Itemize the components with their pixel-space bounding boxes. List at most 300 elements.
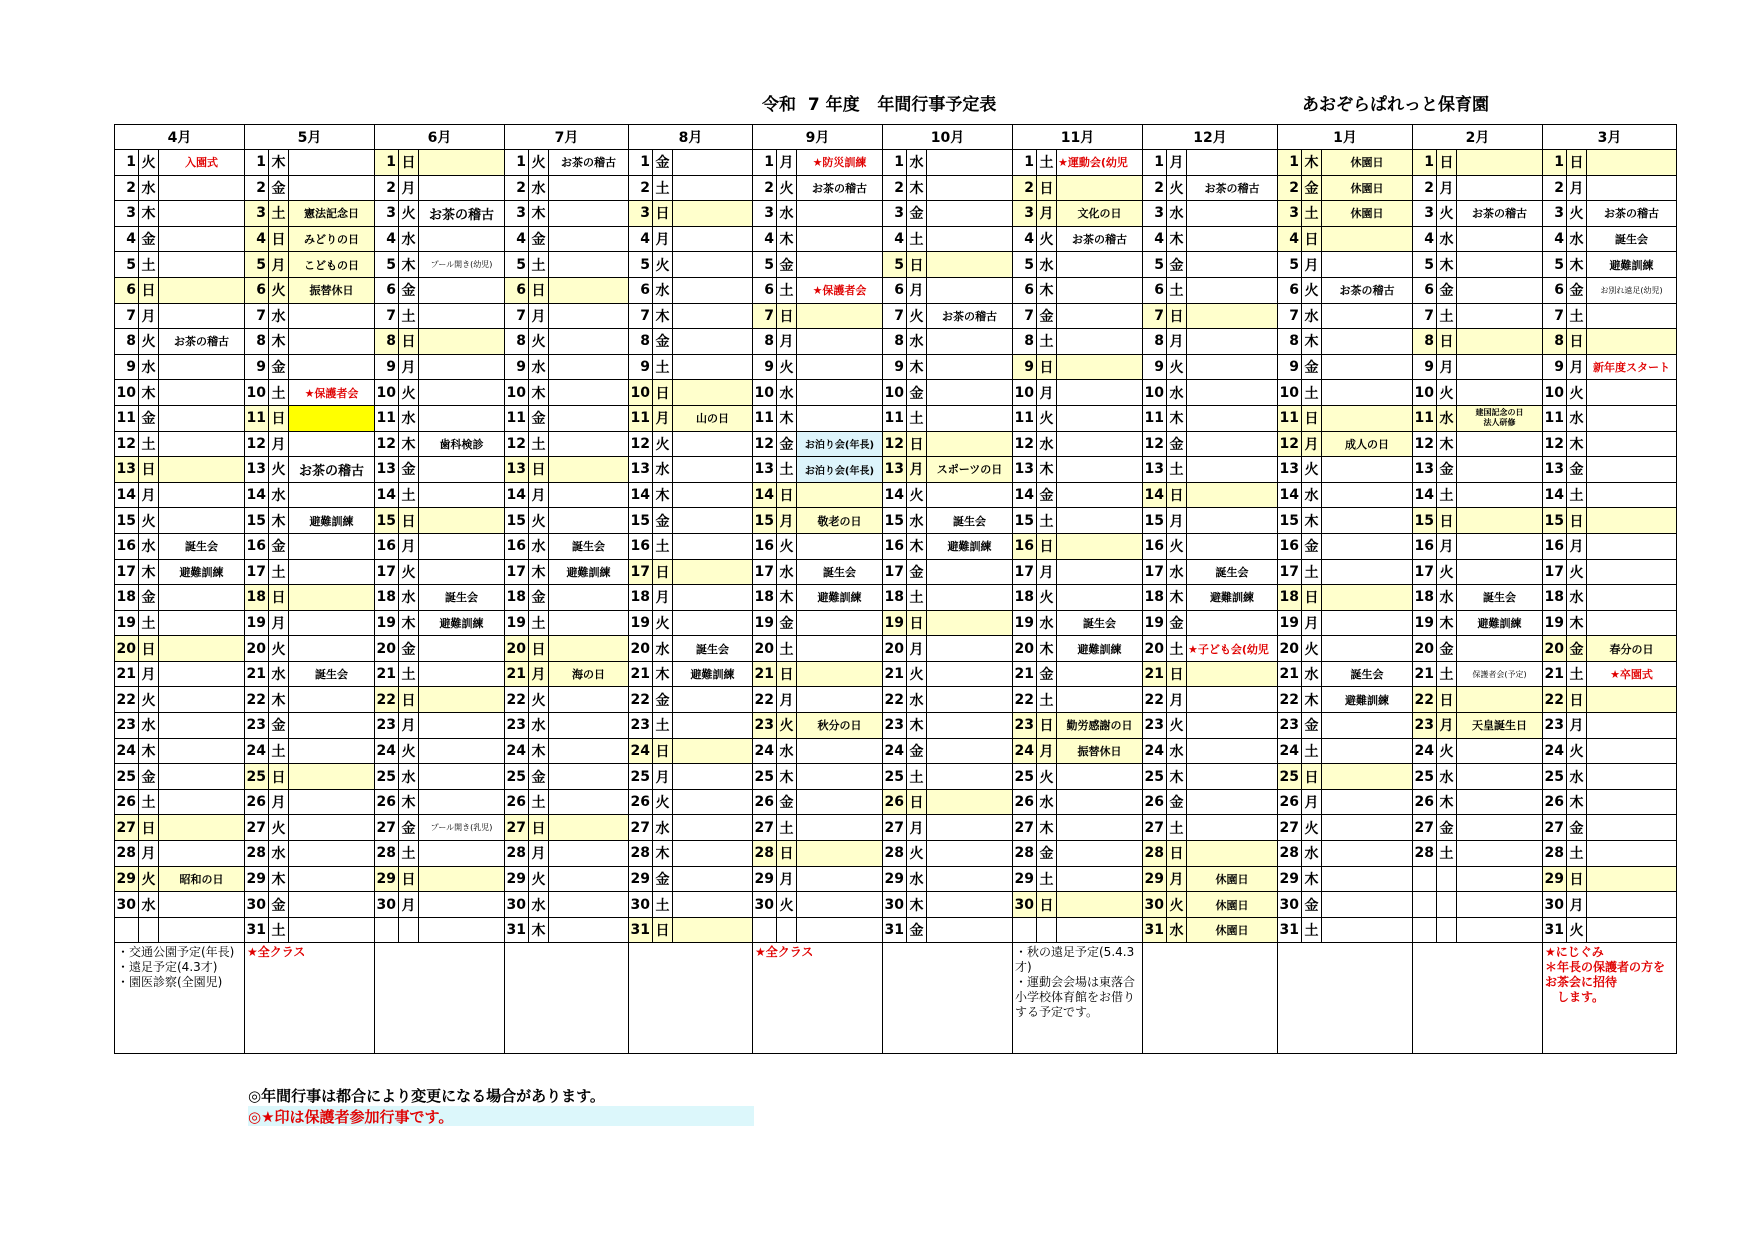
month-header: 9月 bbox=[753, 125, 883, 150]
day-event bbox=[1587, 175, 1677, 201]
day-event bbox=[1587, 687, 1677, 713]
day-number: 10 bbox=[245, 380, 269, 406]
day-number: 6 bbox=[1413, 277, 1437, 303]
day-event bbox=[927, 252, 1013, 278]
weekday: 金 bbox=[1437, 815, 1457, 841]
weekday: 土 bbox=[1437, 661, 1457, 687]
day-event bbox=[673, 687, 753, 713]
weekday: 火 bbox=[1037, 405, 1057, 431]
day-event bbox=[549, 636, 629, 662]
day-number: 18 bbox=[115, 585, 139, 611]
day-number: 3 bbox=[1278, 201, 1302, 227]
weekday: 金 bbox=[529, 405, 549, 431]
day-event bbox=[419, 482, 505, 508]
weekday: 水 bbox=[529, 713, 549, 739]
day-event bbox=[1187, 252, 1278, 278]
day-event: 避難訓練 bbox=[289, 508, 375, 534]
day-event bbox=[797, 738, 883, 764]
day-number bbox=[1013, 917, 1037, 943]
weekday: 土 bbox=[1302, 559, 1322, 585]
weekday: 火 bbox=[139, 866, 159, 892]
day-event bbox=[549, 687, 629, 713]
day-event bbox=[1187, 457, 1278, 483]
day-number: 21 bbox=[505, 661, 529, 687]
day-event bbox=[289, 354, 375, 380]
weekday: 木 bbox=[1567, 252, 1587, 278]
day-event bbox=[1057, 508, 1143, 534]
day-number: 20 bbox=[1278, 636, 1302, 662]
day-event bbox=[1457, 533, 1543, 559]
day-event bbox=[673, 277, 753, 303]
day-number: 10 bbox=[505, 380, 529, 406]
day-number: 27 bbox=[1543, 815, 1567, 841]
weekday: 火 bbox=[1567, 380, 1587, 406]
weekday: 火 bbox=[399, 201, 419, 227]
weekday: 金 bbox=[1302, 713, 1322, 739]
day-number: 9 bbox=[883, 354, 907, 380]
day-event bbox=[289, 175, 375, 201]
day-number: 2 bbox=[375, 175, 399, 201]
day-event: 誕生会 bbox=[1187, 559, 1278, 585]
day-number: 16 bbox=[883, 533, 907, 559]
month-note bbox=[1413, 943, 1543, 1054]
weekday: 木 bbox=[1302, 329, 1322, 355]
weekday: 月 bbox=[653, 585, 673, 611]
day-number: 22 bbox=[505, 687, 529, 713]
weekday: 月 bbox=[399, 713, 419, 739]
day-number: 30 bbox=[375, 892, 399, 918]
day-number: 15 bbox=[375, 508, 399, 534]
day-number: 18 bbox=[1013, 585, 1037, 611]
weekday: 月 bbox=[653, 764, 673, 790]
day-event: お別れ遠足(幼児) bbox=[1587, 277, 1677, 303]
weekday: 日 bbox=[1567, 508, 1587, 534]
day-event: ★卒園式 bbox=[1587, 661, 1677, 687]
weekday: 木 bbox=[1437, 789, 1457, 815]
day-event bbox=[797, 764, 883, 790]
day-number: 17 bbox=[115, 559, 139, 585]
day-event bbox=[1057, 431, 1143, 457]
day-number: 14 bbox=[375, 482, 399, 508]
day-number: 26 bbox=[505, 789, 529, 815]
day-event bbox=[1457, 789, 1543, 815]
weekday: 金 bbox=[1167, 610, 1187, 636]
month-header: 12月 bbox=[1143, 125, 1278, 150]
day-event bbox=[159, 585, 245, 611]
weekday: 金 bbox=[269, 713, 289, 739]
day-number: 28 bbox=[629, 841, 653, 867]
day-event: 勤労感謝の日 bbox=[1057, 713, 1143, 739]
day-event bbox=[927, 764, 1013, 790]
day-event: 天皇誕生日 bbox=[1457, 713, 1543, 739]
day-number: 12 bbox=[375, 431, 399, 457]
weekday: 月 bbox=[777, 687, 797, 713]
day-number: 31 bbox=[1143, 917, 1167, 943]
day-event bbox=[797, 252, 883, 278]
day-number: 6 bbox=[883, 277, 907, 303]
day-event: ★保護者会 bbox=[289, 380, 375, 406]
weekday: 火 bbox=[777, 175, 797, 201]
weekday: 火 bbox=[1167, 713, 1187, 739]
day-event bbox=[927, 354, 1013, 380]
weekday bbox=[1437, 866, 1457, 892]
day-event bbox=[1457, 277, 1543, 303]
weekday: 金 bbox=[269, 354, 289, 380]
day-event bbox=[1057, 917, 1143, 943]
day-event: 誕生会 bbox=[1057, 610, 1143, 636]
weekday: 日 bbox=[1302, 585, 1322, 611]
day-number: 23 bbox=[115, 713, 139, 739]
weekday: 木 bbox=[529, 201, 549, 227]
day-number: 7 bbox=[1013, 303, 1037, 329]
day-number: 19 bbox=[1278, 610, 1302, 636]
weekday: 金 bbox=[653, 150, 673, 176]
weekday: 土 bbox=[139, 252, 159, 278]
weekday: 木 bbox=[399, 252, 419, 278]
day-number: 25 bbox=[1143, 764, 1167, 790]
weekday: 水 bbox=[399, 226, 419, 252]
day-number: 27 bbox=[1013, 815, 1037, 841]
day-event bbox=[159, 892, 245, 918]
day-event bbox=[1322, 610, 1413, 636]
day-number: 28 bbox=[1278, 841, 1302, 867]
weekday: 水 bbox=[269, 482, 289, 508]
weekday: 木 bbox=[653, 303, 673, 329]
day-event: お茶の稽古 bbox=[549, 150, 629, 176]
weekday: 火 bbox=[1167, 892, 1187, 918]
day-event bbox=[289, 815, 375, 841]
weekday: 木 bbox=[777, 585, 797, 611]
day-event bbox=[1187, 431, 1278, 457]
weekday: 水 bbox=[653, 277, 673, 303]
calendar-row bbox=[115, 150, 1677, 176]
weekday: 水 bbox=[139, 892, 159, 918]
day-number: 18 bbox=[883, 585, 907, 611]
day-number: 1 bbox=[629, 150, 653, 176]
day-event bbox=[1587, 917, 1677, 943]
day-event bbox=[1457, 175, 1543, 201]
day-event bbox=[1457, 252, 1543, 278]
day-number: 19 bbox=[245, 610, 269, 636]
weekday: 金 bbox=[1167, 789, 1187, 815]
day-number: 12 bbox=[1543, 431, 1567, 457]
day-event bbox=[927, 277, 1013, 303]
weekday: 金 bbox=[777, 789, 797, 815]
day-number: 25 bbox=[375, 764, 399, 790]
weekday: 土 bbox=[1037, 329, 1057, 355]
day-number: 3 bbox=[1543, 201, 1567, 227]
day-event bbox=[1587, 150, 1677, 176]
day-number: 8 bbox=[753, 329, 777, 355]
day-number: 1 bbox=[115, 150, 139, 176]
day-event bbox=[927, 482, 1013, 508]
day-event bbox=[419, 866, 505, 892]
day-event bbox=[927, 431, 1013, 457]
weekday: 金 bbox=[1302, 892, 1322, 918]
weekday: 火 bbox=[907, 482, 927, 508]
day-event bbox=[1057, 533, 1143, 559]
day-number: 9 bbox=[1013, 354, 1037, 380]
day-event bbox=[159, 661, 245, 687]
day-number: 29 bbox=[629, 866, 653, 892]
day-number: 21 bbox=[115, 661, 139, 687]
day-number: 18 bbox=[245, 585, 269, 611]
day-number: 31 bbox=[1543, 917, 1567, 943]
weekday: 木 bbox=[1037, 815, 1057, 841]
weekday: 金 bbox=[907, 380, 927, 406]
day-event bbox=[1322, 713, 1413, 739]
weekday: 金 bbox=[653, 687, 673, 713]
weekday: 月 bbox=[269, 431, 289, 457]
day-event bbox=[1187, 610, 1278, 636]
day-number: 29 bbox=[505, 866, 529, 892]
calendar-row bbox=[115, 252, 1677, 278]
day-event bbox=[289, 738, 375, 764]
weekday: 土 bbox=[1302, 738, 1322, 764]
day-number: 20 bbox=[629, 636, 653, 662]
day-event bbox=[1457, 303, 1543, 329]
day-number: 10 bbox=[1543, 380, 1567, 406]
day-number: 18 bbox=[629, 585, 653, 611]
weekday: 木 bbox=[399, 610, 419, 636]
weekday: 土 bbox=[1567, 841, 1587, 867]
weekday: 金 bbox=[269, 533, 289, 559]
day-number: 12 bbox=[753, 431, 777, 457]
weekday: 火 bbox=[269, 277, 289, 303]
weekday: 木 bbox=[1302, 866, 1322, 892]
day-number: 13 bbox=[753, 457, 777, 483]
day-event bbox=[1322, 329, 1413, 355]
day-number: 21 bbox=[375, 661, 399, 687]
day-event bbox=[673, 610, 753, 636]
weekday: 日 bbox=[907, 431, 927, 457]
weekday: 火 bbox=[907, 841, 927, 867]
day-event bbox=[797, 917, 883, 943]
day-number: 9 bbox=[505, 354, 529, 380]
day-number: 9 bbox=[1543, 354, 1567, 380]
day-event bbox=[159, 354, 245, 380]
weekday: 水 bbox=[1037, 789, 1057, 815]
weekday: 火 bbox=[529, 150, 549, 176]
calendar-row bbox=[115, 175, 1677, 201]
day-number: 27 bbox=[1278, 815, 1302, 841]
weekday: 水 bbox=[907, 687, 927, 713]
weekday: 土 bbox=[529, 789, 549, 815]
weekday: 月 bbox=[139, 661, 159, 687]
day-event: 成人の日 bbox=[1322, 431, 1413, 457]
day-number: 19 bbox=[1143, 610, 1167, 636]
day-event bbox=[797, 636, 883, 662]
weekday: 火 bbox=[907, 303, 927, 329]
weekday: 金 bbox=[139, 226, 159, 252]
day-event bbox=[1587, 892, 1677, 918]
weekday: 金 bbox=[907, 201, 927, 227]
day-event bbox=[673, 841, 753, 867]
day-number: 27 bbox=[505, 815, 529, 841]
day-number: 4 bbox=[1278, 226, 1302, 252]
weekday: 水 bbox=[1167, 380, 1187, 406]
day-event bbox=[927, 610, 1013, 636]
day-number: 10 bbox=[1013, 380, 1037, 406]
day-number: 16 bbox=[1278, 533, 1302, 559]
day-number: 30 bbox=[245, 892, 269, 918]
day-number: 6 bbox=[629, 277, 653, 303]
day-number: 16 bbox=[115, 533, 139, 559]
weekday: 土 bbox=[399, 661, 419, 687]
day-event bbox=[419, 687, 505, 713]
calendar-row bbox=[115, 508, 1677, 534]
day-number: 14 bbox=[1013, 482, 1037, 508]
day-event bbox=[797, 815, 883, 841]
day-number: 3 bbox=[115, 201, 139, 227]
weekday: 月 bbox=[653, 226, 673, 252]
weekday: 月 bbox=[1437, 175, 1457, 201]
day-number: 4 bbox=[375, 226, 399, 252]
day-event: 避難訓練 bbox=[797, 585, 883, 611]
weekday: 土 bbox=[1567, 482, 1587, 508]
weekday: 金 bbox=[1037, 303, 1057, 329]
weekday: 金 bbox=[139, 405, 159, 431]
weekday: 月 bbox=[1037, 201, 1057, 227]
day-event: 歯科検診 bbox=[419, 431, 505, 457]
day-number: 25 bbox=[1278, 764, 1302, 790]
day-event bbox=[289, 687, 375, 713]
day-event bbox=[927, 329, 1013, 355]
day-number: 1 bbox=[883, 150, 907, 176]
day-event bbox=[549, 201, 629, 227]
day-number: 7 bbox=[505, 303, 529, 329]
day-number: 27 bbox=[883, 815, 907, 841]
day-event bbox=[1187, 405, 1278, 431]
day-event: お茶の稽古 bbox=[797, 175, 883, 201]
day-number: 1 bbox=[1413, 150, 1437, 176]
weekday: 火 bbox=[1167, 175, 1187, 201]
day-event bbox=[1587, 457, 1677, 483]
day-event bbox=[289, 764, 375, 790]
weekday: 土 bbox=[907, 226, 927, 252]
day-number: 16 bbox=[505, 533, 529, 559]
day-event: 誕生会 bbox=[927, 508, 1013, 534]
day-event: 避難訓練 bbox=[159, 559, 245, 585]
weekday: 土 bbox=[1437, 482, 1457, 508]
day-event bbox=[1057, 815, 1143, 841]
weekday bbox=[1037, 917, 1057, 943]
day-number: 5 bbox=[375, 252, 399, 278]
weekday: 水 bbox=[777, 380, 797, 406]
day-event: 避難訓練 bbox=[1057, 636, 1143, 662]
day-event bbox=[419, 303, 505, 329]
day-event bbox=[1322, 636, 1413, 662]
day-event bbox=[1457, 892, 1543, 918]
day-number: 13 bbox=[1143, 457, 1167, 483]
day-number bbox=[1413, 917, 1437, 943]
day-event bbox=[1587, 713, 1677, 739]
day-number: 30 bbox=[753, 892, 777, 918]
weekday: 水 bbox=[139, 354, 159, 380]
month-note bbox=[1278, 943, 1413, 1054]
day-number: 23 bbox=[1278, 713, 1302, 739]
weekday: 木 bbox=[777, 405, 797, 431]
day-number: 26 bbox=[245, 789, 269, 815]
day-number: 19 bbox=[505, 610, 529, 636]
day-event: 休園日 bbox=[1187, 917, 1278, 943]
weekday: 金 bbox=[1037, 661, 1057, 687]
day-number: 20 bbox=[753, 636, 777, 662]
weekday: 土 bbox=[1437, 841, 1457, 867]
day-number: 24 bbox=[629, 738, 653, 764]
weekday: 火 bbox=[269, 636, 289, 662]
weekday: 水 bbox=[1167, 917, 1187, 943]
day-event bbox=[159, 405, 245, 431]
weekday: 金 bbox=[399, 277, 419, 303]
day-event bbox=[289, 585, 375, 611]
day-number: 20 bbox=[883, 636, 907, 662]
weekday: 水 bbox=[1567, 226, 1587, 252]
weekday bbox=[139, 917, 159, 943]
calendar-row bbox=[115, 226, 1677, 252]
weekday: 水 bbox=[529, 175, 549, 201]
day-event bbox=[289, 150, 375, 176]
day-number: 31 bbox=[883, 917, 907, 943]
weekday: 水 bbox=[1302, 841, 1322, 867]
day-event bbox=[1187, 661, 1278, 687]
weekday: 日 bbox=[907, 252, 927, 278]
day-event bbox=[1057, 380, 1143, 406]
calendar-row bbox=[115, 815, 1677, 841]
day-event bbox=[673, 329, 753, 355]
day-number: 2 bbox=[245, 175, 269, 201]
calendar-row bbox=[115, 457, 1677, 483]
weekday: 水 bbox=[777, 559, 797, 585]
day-number: 14 bbox=[1278, 482, 1302, 508]
day-number: 26 bbox=[115, 789, 139, 815]
day-number: 6 bbox=[1013, 277, 1037, 303]
weekday: 金 bbox=[1167, 431, 1187, 457]
day-event bbox=[1322, 866, 1413, 892]
day-event bbox=[549, 354, 629, 380]
day-number: 29 bbox=[115, 866, 139, 892]
weekday: 土 bbox=[653, 533, 673, 559]
day-number: 8 bbox=[115, 329, 139, 355]
weekday: 月 bbox=[907, 277, 927, 303]
day-number: 1 bbox=[375, 150, 399, 176]
weekday: 月 bbox=[1302, 789, 1322, 815]
day-number: 12 bbox=[883, 431, 907, 457]
day-number: 24 bbox=[115, 738, 139, 764]
day-event: 休園日 bbox=[1322, 175, 1413, 201]
day-event: 敬老の日 bbox=[797, 508, 883, 534]
day-event bbox=[549, 482, 629, 508]
weekday: 土 bbox=[1037, 150, 1057, 176]
day-number: 9 bbox=[629, 354, 653, 380]
day-event bbox=[1457, 815, 1543, 841]
day-event bbox=[1057, 866, 1143, 892]
weekday: 金 bbox=[907, 917, 927, 943]
day-event bbox=[1187, 508, 1278, 534]
day-event: お泊り会(年長) bbox=[797, 457, 883, 483]
day-event bbox=[927, 175, 1013, 201]
day-number: 3 bbox=[1143, 201, 1167, 227]
weekday: 土 bbox=[1037, 687, 1057, 713]
day-event bbox=[1587, 585, 1677, 611]
day-event bbox=[159, 508, 245, 534]
day-event bbox=[159, 175, 245, 201]
weekday: 土 bbox=[1167, 457, 1187, 483]
day-number: 14 bbox=[245, 482, 269, 508]
day-number: 18 bbox=[1278, 585, 1302, 611]
day-event bbox=[797, 687, 883, 713]
day-event bbox=[797, 892, 883, 918]
